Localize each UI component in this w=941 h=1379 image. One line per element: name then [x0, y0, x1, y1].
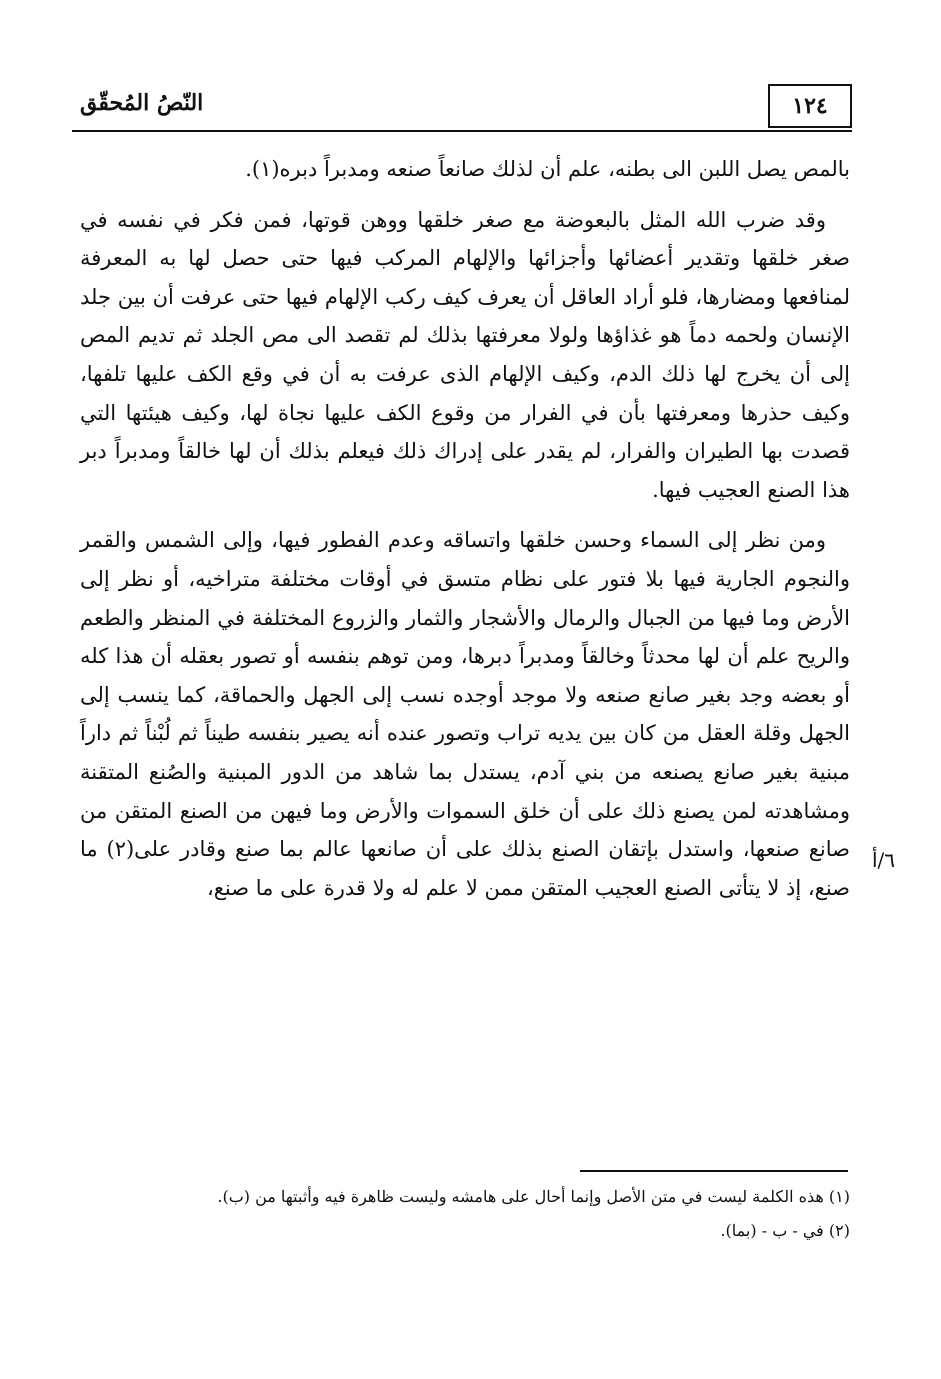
- paragraph-1: بالمص يصل اللبن الى بطنه، علم أن لذلك صانعاً صنعه ومدبراً دبره(١).: [245, 157, 850, 181]
- paragraph-3: ومن نظر إلى السماء وحسن خلقها واتساقه وعدم الفطور فيها، وإلى الشمس والقمر والنجوم الجارية فيها بلا فتور على نظام متسق في أوقات مختلفة متراخيه، أو نظر إلى الأرض وما فيها من الجبال والرمال والأشجار والثمار والزروع المختلفة في المنظر والطعم والريح علم أن لها محدثاً وخالقاً ومدبراً دبرها، ومن توهم بنفسه أو تصور بعقله أن هذا كله أو بعضه وجد بغير صانع صنعه ولا موجد أوجده نسب إلى الجهل والحماقة، كما ينسب إلى الجهل وقلة العقل من كان بين يديه تراب وتصور عنده أنه يصير بنفسه طيناً ثم لُبْناً ثم داراً مبنية بغير صانع يصنعه من بني آدم، يستدل بما شاهد من الدور المبنية والصُنع المتقنة ومشاهدته لمن يصنع ذلك على أن خلق السموات والأرض وما فيهن من الصنع المتقن من صانع صنعها، واستدل بإتقان الصنع بذلك على أن صانعها عالم بما صنع وقادر على(٢) ما صنع، إذ لا يتأتى الصنع العجيب المتقن ممن لا علم له ولا قدرة على ما صنع،: [80, 528, 850, 900]
- page-header: [72, 84, 852, 134]
- footnote-2: (٢) في - ب - (بما).: [720, 1221, 850, 1240]
- manuscript-folio-marker: ٦/أ: [872, 848, 896, 872]
- header-rule: [72, 130, 852, 132]
- page-number: ١٢٤: [768, 84, 852, 128]
- footnote-1: (١) هذه الكلمة ليست في متن الأصل وإنما أحال على هامشه وليست ظاهرة فيه وأثبتها من (ب).: [217, 1187, 850, 1206]
- main-text: [80, 150, 850, 919]
- paragraph-2: وقد ضرب الله المثل بالبعوضة مع صغر خلقها ووهن قوتها، فمن فكر في نفسه في صغر خلقها وتقدير أعضائها وأجزائها والإلهام المركب فيها حتى حصل لها به المعرفة لمنافعها ومضارها، فلو أراد العاقل أن يعرف كيف ركب الإلهام فيها حتى عرفت أن بين جلد الإنسان ولحمه دماً هو غذاؤها ولولا معرفتها بذلك لم تقصد الى مص الجلد ثم تديم المص إلى أن يخرج لها ذلك الدم، وكيف الإلهام الذى عرفت به أن في وقع الكف عليها تلفها، وكيف حذرها ومعرفتها بأن في الفرار من وقوع الكف عليها نجاة لها، وكيف هيئتها التي قصدت بها الطيران والفرار، لم يقدر على إدراك ذلك فيعلم بذلك أن لها خالقاً ومدبراً دبر هذا الصنع العجيب فيها.: [80, 207, 850, 502]
- footnotes: [80, 1180, 850, 1248]
- running-title: النّصُ المُحقّق: [80, 90, 204, 116]
- footnote-separator: [580, 1170, 848, 1172]
